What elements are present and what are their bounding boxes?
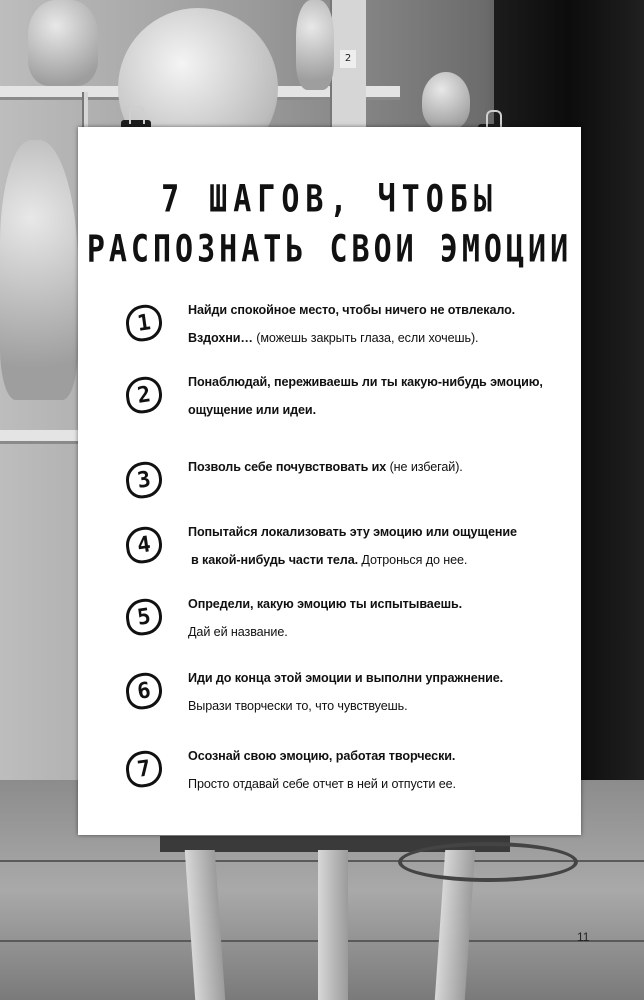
stool-ring [398, 842, 578, 882]
bold-text: ощущение или идеи. [188, 403, 316, 417]
step-text-line1 [188, 597, 462, 611]
bold-text: Понаблюдай, переживаешь ли ты какую-нибудь эмоцию, [188, 375, 543, 389]
step-text-line1 [188, 375, 543, 389]
lower-shelf [0, 430, 80, 444]
venus-statue [0, 140, 78, 400]
step-number-circle: 1 [124, 303, 165, 344]
step-number-circle: 3 [124, 460, 165, 501]
regular-text: Дай ей название. [188, 625, 288, 639]
poster-title-line-1: 7 ШАГОВ, ЧТОБЫ [161, 177, 498, 222]
easel-leg [318, 850, 348, 1000]
step-text-line2 [191, 553, 467, 567]
plaster-column [296, 0, 334, 90]
bold-text: Вздохни… [188, 331, 257, 345]
bold-text: в какой-нибудь части тела. [191, 553, 362, 567]
regular-text: Дотронься до нее. [361, 553, 468, 567]
step-text-line1 [188, 525, 517, 539]
bold-text: Позволь себе почувствовать их [188, 460, 390, 474]
shelf-tag: 2 [340, 50, 356, 68]
step-text-line2 [188, 699, 408, 713]
bold-text: Осознай свою эмоцию, работая творчески. [188, 749, 456, 763]
step-text-line1 [188, 671, 503, 685]
regular-text: (не избегай). [389, 460, 463, 474]
page-number: 11 [577, 930, 590, 944]
step-number-circle: 4 [124, 525, 165, 566]
shelf-post [82, 92, 88, 132]
emotions-poster [78, 127, 581, 835]
step-text-line1 [188, 460, 463, 474]
bold-text: Иди до конца этой эмоции и выполни упражнение. [188, 671, 504, 685]
step-text-line2 [188, 777, 456, 791]
step-number-circle: 6 [124, 671, 165, 712]
regular-text: Просто отдавай себе отчет в ней и отпусти ее. [188, 777, 456, 791]
step-number-circle: 2 [124, 375, 165, 416]
regular-text: Вырази творчески то, что чувствуешь. [188, 699, 408, 713]
step-text-line1 [188, 303, 515, 317]
step-text-line2 [188, 331, 478, 345]
plaster-statue [28, 0, 98, 86]
poster-title-line-2: РАСПОЗНАТЬ СВОИ ЭМОЦИИ [86, 227, 573, 272]
step-number-circle: 5 [124, 597, 165, 638]
regular-text: (можешь закрыть глаза, если хочешь). [256, 331, 479, 345]
bold-text: Найди спокойное место, чтобы ничего не отвлекало. [188, 303, 516, 317]
step-text-line1 [188, 749, 455, 763]
plaster-bust [422, 72, 470, 130]
bold-text: Определи, какую эмоцию ты испытываешь. [188, 597, 463, 611]
step-text-line2 [188, 403, 316, 417]
bold-text: Попытайся локализовать эту эмоцию или ощущение [188, 525, 517, 539]
step-number-circle: 7 [124, 749, 165, 790]
step-text-line2 [188, 625, 288, 639]
